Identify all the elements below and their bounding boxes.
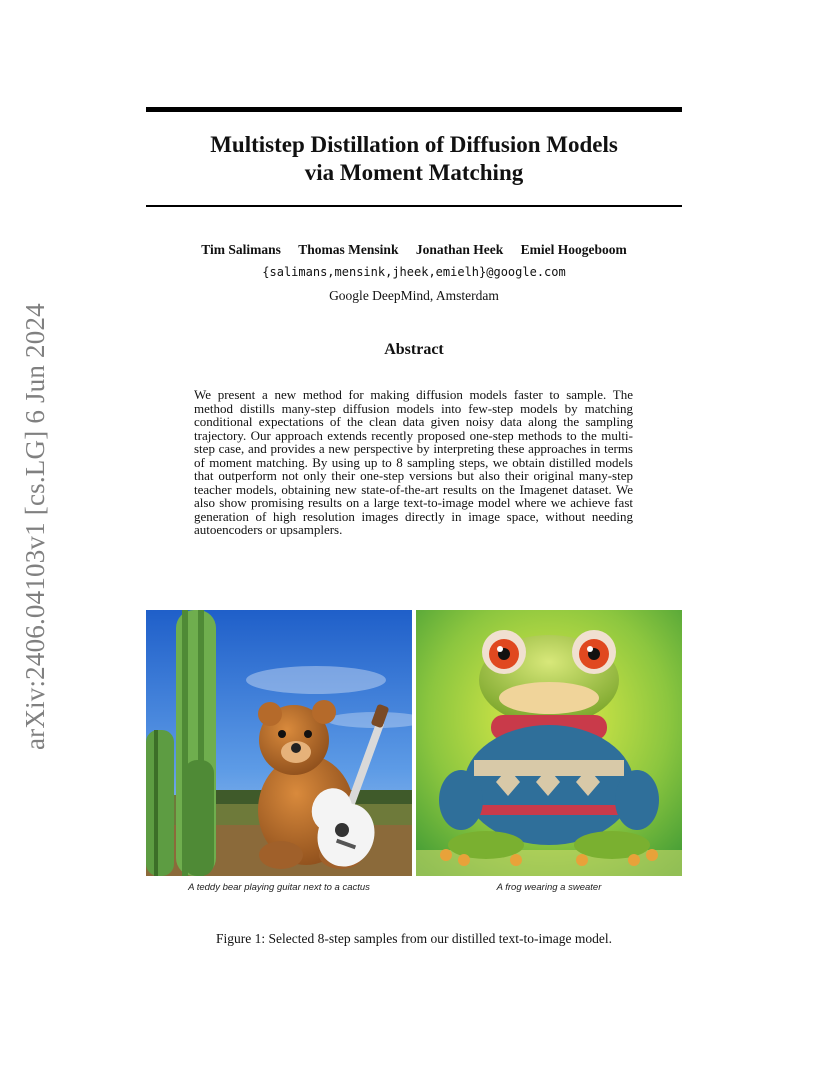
title-bottom-rule xyxy=(146,205,682,207)
abstract-body: We present a new method for making diffusion models faster to sample. The method distills many-step diffusion models into few-step models by matching conditional expectations of the clean data given noisy data along the sampling trajectory. Our approach extends recently proposed one-step methods to the multi-step case, and provides a new perspective by interpreting these approaches in terms of moment matching. By using up to 8 sampling steps, we obtain distilled models that outperform not only their one-step versions but also their original many-step teacher models, obtaining new state-of-the-art results on the Imagenet dataset. We also show promising results on a large text-to-image model where we achieve fast generation of high resolution images directly in image space, without needing autoencoders or upsamplers. xyxy=(194,387,633,537)
title-line-1: Multistep Distillation of Diffusion Models xyxy=(210,132,618,157)
author-name: Tim Salimans xyxy=(201,242,281,257)
figure-caption: Figure 1: Selected 8-step samples from our distilled text-to-image model. xyxy=(216,931,612,946)
abstract-heading: Abstract xyxy=(384,341,444,358)
title-top-rule xyxy=(146,107,682,112)
affiliation: Google DeepMind, Amsterdam xyxy=(329,288,499,303)
author-name: Emiel Hoogeboom xyxy=(520,242,627,257)
right-image-caption: A frog wearing a sweater xyxy=(496,882,602,893)
author-name: Thomas Mensink xyxy=(298,242,399,257)
figure-image-frog xyxy=(416,610,682,876)
figure-image-teddy-bear xyxy=(146,610,412,876)
author-emails: {salimans,mensink,jheek,emielh}@google.com xyxy=(262,265,566,279)
arxiv-stamp: arXiv:2406.04103v1 [cs.LG] 6 Jun 2024 xyxy=(20,303,50,750)
paper-title xyxy=(146,131,682,187)
left-image-caption: A teddy bear playing guitar next to a cactus xyxy=(188,882,370,893)
title-line-2: via Moment Matching xyxy=(304,160,524,185)
author-list xyxy=(146,242,682,258)
author-name: Jonathan Heek xyxy=(415,242,504,257)
